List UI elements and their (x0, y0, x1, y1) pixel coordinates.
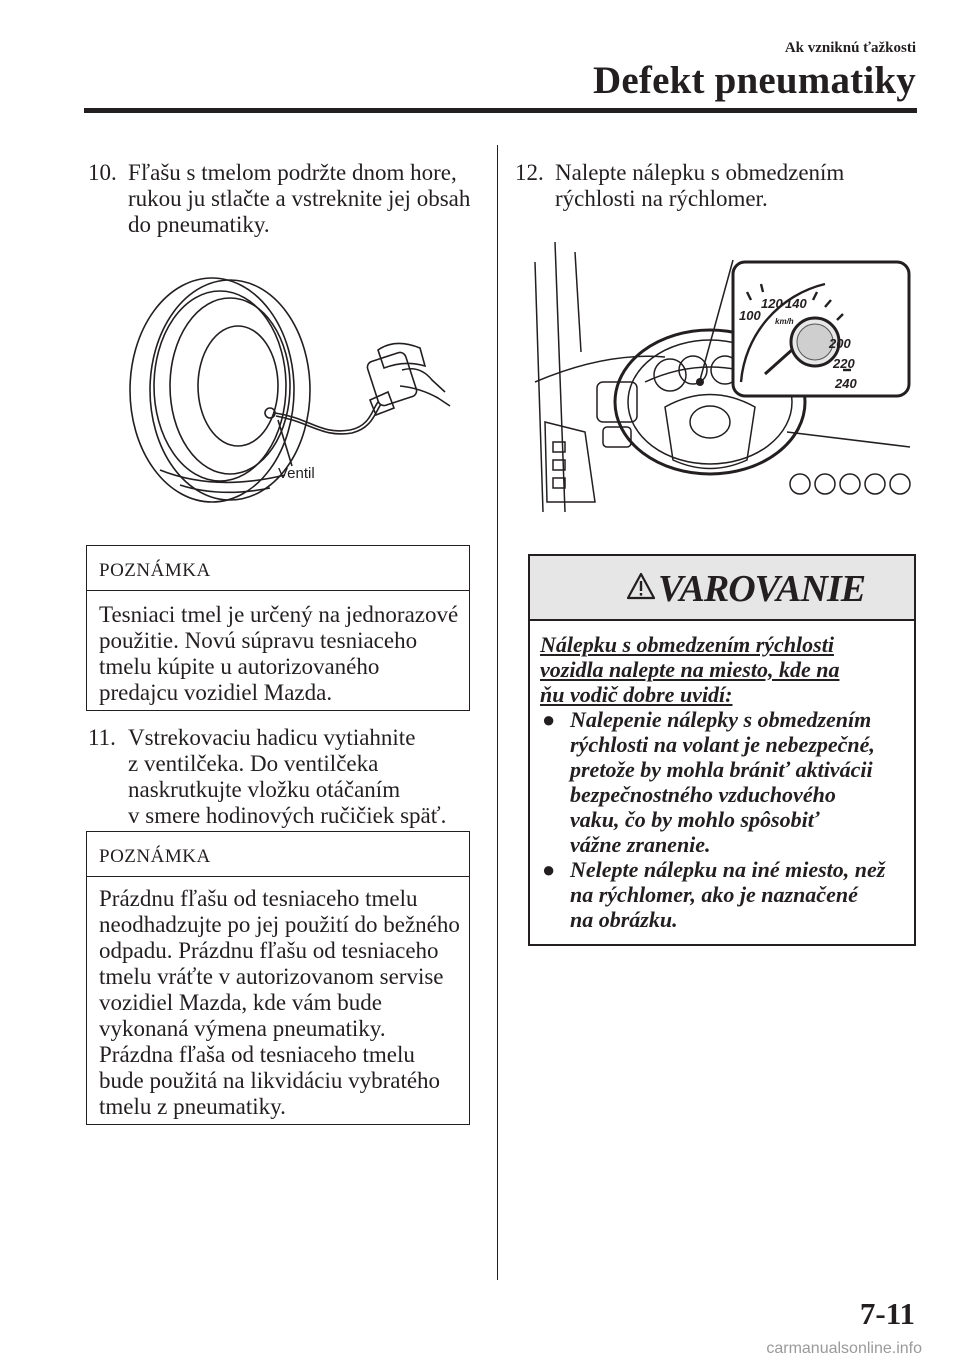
warning-lead (540, 632, 904, 707)
step-text (555, 160, 844, 212)
bullet-line: Nalepenie nálepky s obmedzením (570, 707, 872, 732)
note-body (99, 886, 463, 1120)
bullet-line: bezpečnostného vzduchového (570, 782, 836, 807)
header-rule (84, 108, 917, 113)
step-11 (88, 725, 488, 835)
step-10 (88, 160, 488, 240)
note-line: Prázdnu fľašu od tesniaceho tmelu (99, 886, 418, 911)
step-number: 12. (515, 160, 544, 185)
warning-lead-line: Nálepku s obmedzením rýchlosti (540, 632, 834, 657)
note-line: tmelu z pneumatiky. (99, 1094, 286, 1119)
note-box (86, 831, 470, 1125)
note-line: Prázdna fľaša od tesniaceho tmelu (99, 1042, 415, 1067)
bullet-line: rýchlosti na volant je nebezpečné, (570, 732, 875, 757)
dashboard-illustration (525, 232, 915, 522)
step-line: Vstrekovaciu hadicu vytiahnite (128, 725, 416, 750)
warning-bullet (540, 857, 904, 932)
step-text (128, 160, 470, 238)
note-line: tmelu vráťte v autorizovanom servise (99, 964, 444, 989)
note-line: bude použitá na likvidáciu vybratého (99, 1068, 441, 1093)
bullet-line: pretože by mohla brániť aktivácii (570, 757, 873, 782)
step-number: 11. (88, 725, 116, 750)
bullet-line: vážne zranenie. (570, 832, 711, 857)
warning-triangle-icon (626, 572, 656, 600)
gauge-label: 100 (739, 308, 761, 323)
step-text (128, 725, 446, 829)
warning-lead-line: vozidla nalepte na miesto, kde na (540, 657, 840, 682)
note-line: Tesniaci tmel je určený na jednorazové (99, 602, 459, 627)
step-line: Nalepte nálepku s obmedzením (555, 160, 845, 185)
warning-title: VAROVANIE (658, 568, 866, 610)
note-line: tmelu kúpite u autorizovaného (99, 654, 380, 679)
step-line: v smere hodinových ručičiek späť. (128, 803, 447, 828)
note-line: použitie. Novú súpravu tesniaceho (99, 628, 418, 653)
step-line: z ventilčeka. Do ventilčeka (128, 751, 379, 776)
step-12 (515, 160, 915, 214)
page-title: Defekt pneumatiky (593, 59, 916, 102)
bullet-line: Nelepte nálepku na iné miesto, než (570, 857, 886, 882)
note-line: odpadu. Prázdnu fľašu od tesniaceho (99, 938, 439, 963)
note-line: vykonaná výmena pneumatiky. (99, 1016, 386, 1041)
gauge-label: 240 (835, 376, 857, 391)
bullet-line: vaku, čo by mohlo spôsobiť (570, 807, 820, 832)
note-box (86, 545, 470, 711)
section-title: Ak vzniknú ťažkosti (784, 40, 916, 56)
warning-lead-line: ňu vodič dobre uvidí: (540, 682, 733, 707)
gauge-label: 140 (785, 296, 807, 311)
column-divider (497, 145, 498, 1280)
bullet-dot: ● (542, 707, 556, 732)
note-line: neodhadzujte po jej použití do bežného (99, 912, 460, 937)
step-number: 10. (88, 160, 117, 185)
gauge-label: 220 (833, 356, 855, 371)
bullet-line: na rýchlomer, ako je naznačené (570, 882, 858, 907)
note-line: predajcu vozidiel Mazda. (99, 680, 333, 705)
note-body (99, 602, 463, 706)
step-line: naskrutkujte vložku otáčaním (128, 777, 401, 802)
warning-bullet (540, 707, 904, 857)
step-line: do pneumatiky. (128, 212, 270, 237)
step-line: Fľašu s tmelom podržte dnom hore, (128, 160, 457, 185)
note-heading: POZNÁMKA (87, 546, 469, 591)
bullet-line: na obrázku. (570, 907, 678, 932)
valve-label: Ventil (278, 465, 315, 482)
page-number: 7-11 (859, 1296, 915, 1331)
warning-header (530, 556, 914, 621)
gauge-label: 200 (829, 336, 851, 351)
note-heading: POZNÁMKA (87, 832, 469, 877)
warning-body (540, 632, 904, 932)
gauge-label: km/h (775, 317, 794, 326)
watermark: carmanualsonline.info (766, 1340, 922, 1357)
gauge-label: 120 (761, 296, 783, 311)
step-line: rukou ju stlačte a vstreknite jej obsah (128, 186, 471, 211)
warning-box (528, 554, 916, 946)
step-line: rýchlosti na rýchlomer. (555, 186, 768, 211)
note-line: vozidiel Mazda, kde vám bude (99, 990, 382, 1015)
tire-illustration (120, 270, 460, 510)
bullet-dot: ● (542, 857, 556, 882)
